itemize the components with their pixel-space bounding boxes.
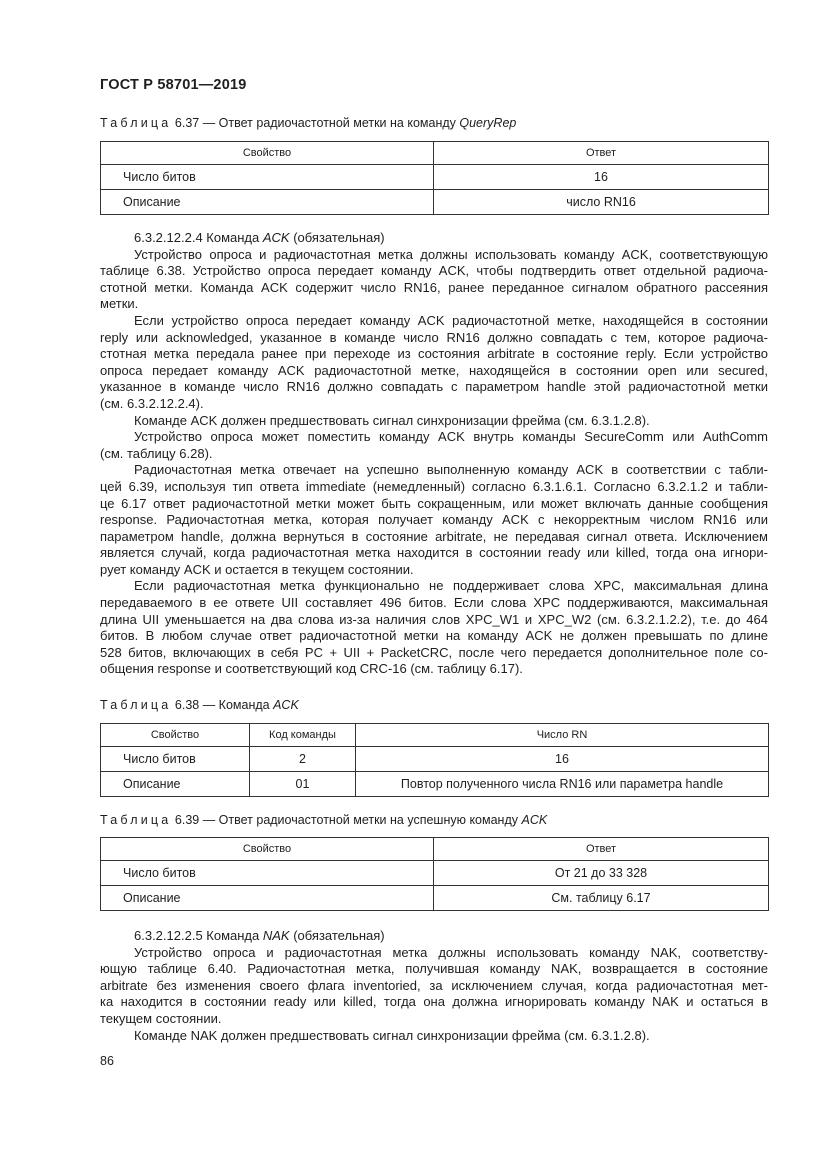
para-line: Если радиочастотная метка функционально не поддерживает слова XPC, максимальная длина: [134, 578, 768, 594]
para-line: указанное в команде число RN16 должно совпадать с параметром handle этой радиочастотной метки: [100, 379, 768, 395]
caption-italic: ACK: [273, 698, 299, 712]
table-cell: 16: [434, 165, 769, 190]
section-nak: [100, 928, 768, 1044]
para-line: arbitrate без изменения своего флага inventoried, за исключением случая, когда радиочастотная мет-: [100, 977, 768, 993]
table-639: [100, 837, 769, 911]
para-line: Устройство опроса может поместить команду ACK внутрь команды SecureComm или AuthComm: [134, 429, 768, 445]
table-header-row: [101, 142, 769, 165]
table-639-caption: [100, 813, 547, 827]
para-line: стотная метка передала ранее при переходе из состояния arbitrate в состояние reply. Если устройство: [100, 346, 768, 362]
para-line: Устройство опроса и радиочастотная метка должны использовать команду ACK, соответствующую: [134, 246, 768, 262]
para-line: рует команду ACK и остается в текущем состоянии.: [100, 561, 414, 577]
para-line: Устройство опроса и радиочастотная метка должны использовать команду NAK, соответству-: [134, 944, 768, 960]
para-line: це 6.17 ответ радиочастотной метки может быть сокращенным, или может включать данные сообщения: [100, 495, 768, 511]
page-number: 86: [100, 1054, 114, 1068]
caption-text: 6.39 — Ответ радиочастотной метки на успешную команду: [174, 813, 522, 827]
table-row: [101, 886, 769, 911]
para-line: Команде ACK должен предшествовать сигнал синхронизации фрейма (см. 6.3.1.2.8).: [134, 412, 650, 428]
caption-italic: QueryRep: [459, 116, 517, 130]
table-cell: Повтор полученного числа RN16 или параметра handle: [356, 772, 769, 797]
table-row: [101, 165, 769, 190]
document-header: ГОСТ Р 58701—2019: [100, 77, 247, 93]
para-line: Если устройство опроса передает команду ACK радиочастотной метке, находящейся в состоянии: [134, 312, 768, 328]
table-cell: 01: [250, 772, 356, 797]
para-line: ющую таблице 6.40. Радиочастотная метка, получившая команду NAK, возвращается в состояние: [100, 961, 768, 977]
table-cell: Число битов: [101, 165, 434, 190]
para-line: reply или acknowledged, указанное в команде число RN16 должно совпадать с тем, которое радиоча-: [100, 329, 768, 345]
caption-italic: ACK: [521, 813, 548, 827]
table-row: [101, 861, 769, 886]
table-header-cell: Число RN: [356, 724, 769, 747]
table-638: [100, 723, 769, 797]
table-header-row: [101, 724, 769, 747]
caption-text: 6.37 — Ответ радиочастотной метки на команду: [174, 116, 460, 130]
para-line: передаваемого в ее ответе UII составляет 496 битов. Если слова XPC поддерживаются, максимальная: [100, 595, 768, 611]
table-cell: См. таблицу 6.17: [434, 886, 769, 911]
table-header-cell: Ответ: [434, 142, 769, 165]
para-line: цей 6.39, используя тип ответа immediate (немедленный) согласно 6.3.1.6.1. Согласно 6.3.2.1.2 и табли-: [100, 478, 768, 494]
para-line: битов. В любом случае ответ радиочастотной метки на команду ACK не должен превышать по длине: [100, 628, 768, 644]
table-cell: 16: [356, 747, 769, 772]
table-cell: 2: [250, 747, 356, 772]
para-line: параметром handle, должна вернуться в состояние arbitrate, не передавая сигнал ответа. Исключением: [100, 528, 768, 544]
para-line: длина UII уменьшается на два слова из-за наличия слов XPC_W1 и XPC_W2 (см. 6.3.2.1.2.2), т.е. до 464: [100, 611, 768, 627]
para-line: метки.: [100, 296, 139, 312]
table-cell: От 21 до 33 328: [434, 861, 769, 886]
table-header-cell: Свойство: [101, 142, 434, 165]
para-line: опроса передает команду ACK радиочастотной метке, находящейся в состоянии open или secured,: [100, 362, 768, 378]
para-line: стотной метки. Команда ACK содержит число RN16, ранее переданное сигналом обратного рассеяния: [100, 279, 768, 295]
table-637-caption: [100, 116, 516, 130]
table-637: [100, 141, 769, 215]
table-row: [101, 747, 769, 772]
section-heading: 6.3.2.12.2.5 Команда NAK (обязательная): [134, 928, 385, 943]
para-line: Радиочастотная метка отвечает на успешно выполненную команду ACK в соответствии с табли-: [134, 462, 768, 478]
table-cell: Число битов: [101, 861, 434, 886]
section-heading: 6.3.2.12.2.4 Команда ACK (обязательная): [134, 230, 385, 245]
caption-label: Таблица: [100, 698, 172, 712]
table-header-cell: Свойство: [101, 724, 250, 747]
para-line: текущем состоянии.: [100, 1010, 222, 1026]
para-line: Команде NAK должен предшествовать сигнал синхронизации фрейма (см. 6.3.1.2.8).: [134, 1027, 650, 1043]
table-cell: Описание: [101, 772, 250, 797]
table-cell: Описание: [101, 190, 434, 215]
para-line: таблице 6.38. Устройство опроса передает команду ACK, чтобы подтвердить ответ отдельной радиоча-: [100, 263, 768, 279]
table-header-cell: Свойство: [101, 838, 434, 861]
table-cell: Описание: [101, 886, 434, 911]
para-line: (см. 6.3.2.12.2.4).: [100, 395, 204, 411]
table-header-cell: Код команды: [250, 724, 356, 747]
table-row: [101, 772, 769, 797]
table-cell: число RN16: [434, 190, 769, 215]
para-line: response. Радиочастотная метка, которая получает команду ACK с некорректным числом RN16 или: [100, 512, 768, 528]
table-header-cell: Ответ: [434, 838, 769, 861]
para-line: ка находится в состоянии ready или killed, тогда она должна игнорировать команду NAK и остаться в: [100, 994, 768, 1010]
table-header-row: [101, 838, 769, 861]
para-line: 528 битов, включающих в себя PC + UII + PacketCRC, после чего передается дополнительное поле со-: [100, 644, 768, 660]
table-row: [101, 190, 769, 215]
para-line: является случай, когда радиочастотная метка находится в состоянии ready или killed, тогда она игнори-: [100, 545, 768, 561]
caption-text: 6.38 — Команда: [174, 698, 274, 712]
caption-label: Таблица: [100, 116, 172, 130]
para-line: общения response и соответствующий код CRC-16 (см. таблицу 6.17).: [100, 661, 523, 677]
section-ack: [100, 230, 768, 678]
caption-label: Таблица: [100, 813, 172, 827]
para-line: (см. таблицу 6.28).: [100, 445, 213, 461]
table-cell: Число битов: [101, 747, 250, 772]
table-638-caption: [100, 698, 299, 712]
